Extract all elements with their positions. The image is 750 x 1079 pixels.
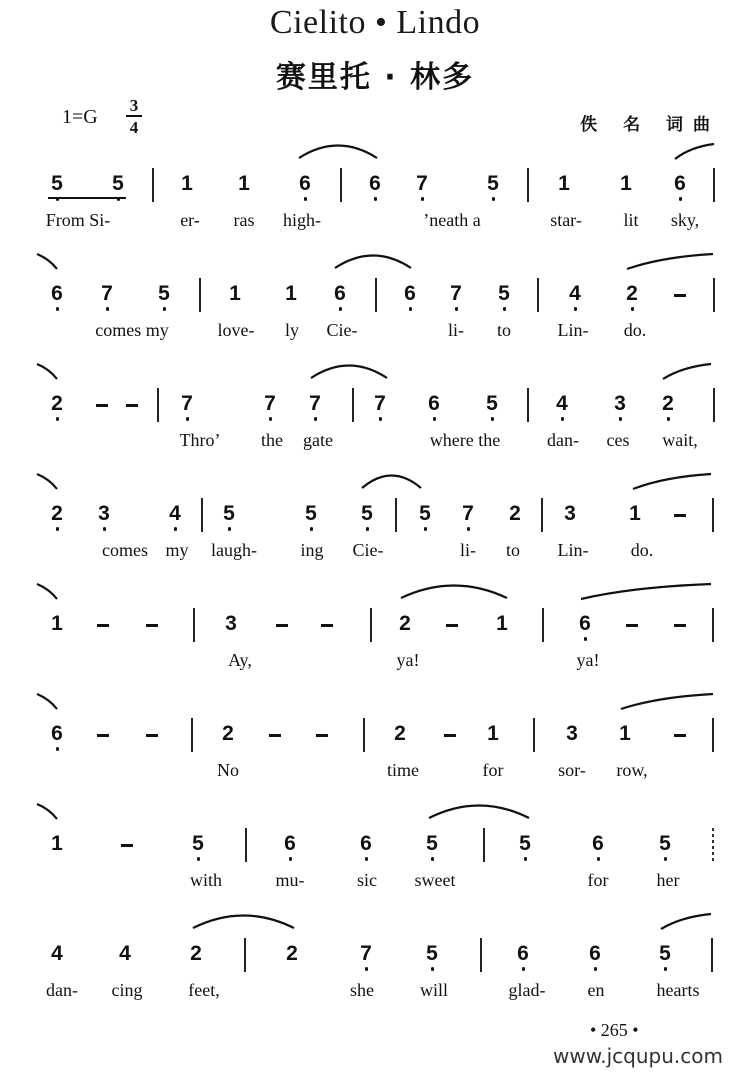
note: 4 <box>119 942 131 965</box>
note: 7 <box>177 392 197 416</box>
barline <box>541 498 543 532</box>
lyric-syllable: high- <box>283 210 321 230</box>
barline <box>527 168 529 202</box>
note: 2 <box>622 282 642 306</box>
note: 1 <box>181 172 193 195</box>
note: 3 <box>610 392 630 416</box>
slur-mark <box>298 141 378 163</box>
time-signature-top: 3 <box>129 96 139 115</box>
slur-mark <box>626 251 714 273</box>
sustain-dash <box>97 734 109 737</box>
sustain-dash <box>626 624 638 627</box>
lyric-syllable: with <box>189 870 223 890</box>
lyric-syllable: ing <box>300 540 324 560</box>
slur-mark <box>36 691 58 713</box>
score-row <box>0 832 750 955</box>
note: 3 <box>564 502 576 525</box>
lyric-syllable: en <box>587 980 605 1000</box>
note: 5 <box>483 172 503 196</box>
note: 6 <box>585 942 605 966</box>
lyric-syllable: the <box>261 430 283 450</box>
note: 1 <box>558 172 570 195</box>
note: 2 <box>47 392 67 416</box>
barline <box>483 828 485 862</box>
note: 7 <box>356 942 376 966</box>
song-title-chinese: 赛里托 · 林多 <box>275 60 475 95</box>
note: 2 <box>190 942 202 965</box>
note: 3 <box>94 502 114 526</box>
lyric-syllable: ’neath a <box>423 210 481 230</box>
barline <box>713 168 715 202</box>
note: 6 <box>670 172 690 196</box>
barline <box>712 828 714 862</box>
note: 5 <box>108 172 128 196</box>
note: 1 <box>620 172 632 195</box>
barline <box>244 938 246 972</box>
slur-mark <box>674 141 715 163</box>
note: 5 <box>494 282 514 306</box>
note: 1 <box>51 832 63 855</box>
note: 5 <box>154 282 174 306</box>
lyric-syllable: will <box>419 980 449 1000</box>
lyric-syllable: li- <box>460 540 476 560</box>
lyric-syllable: ly <box>284 320 300 340</box>
composer-credit: 佚 名 词曲 <box>580 115 720 135</box>
sustain-dash <box>674 734 686 737</box>
slur-mark <box>361 471 422 493</box>
slur-mark <box>36 471 58 493</box>
note: 5 <box>188 832 208 856</box>
lyric-syllable: hearts <box>656 980 700 1000</box>
score-row <box>0 282 750 405</box>
lyric-syllable: li- <box>448 320 464 340</box>
barline <box>201 498 203 532</box>
sustain-dash <box>269 734 281 737</box>
lyric-syllable: lit <box>623 210 639 230</box>
note: 2 <box>399 612 411 635</box>
barline <box>375 278 377 312</box>
slur-mark <box>310 361 388 383</box>
note: 6 <box>356 832 376 856</box>
note: 5 <box>482 392 502 416</box>
lyric-syllable: do. <box>623 320 647 340</box>
lyric-syllable: comes my <box>95 320 169 340</box>
note: 7 <box>97 282 117 306</box>
note: 5 <box>415 502 435 526</box>
note: 1 <box>229 282 241 305</box>
barline <box>480 938 482 972</box>
lyric-syllable: gate <box>303 430 333 450</box>
song-title-english: Cielito • Lindo <box>269 4 481 41</box>
sustain-dash <box>146 734 158 737</box>
lyric-syllable: time <box>387 760 419 780</box>
note: 5 <box>422 832 442 856</box>
watermark-url: www.jcqupu.com <box>553 1044 723 1068</box>
note: 1 <box>496 612 508 635</box>
barline <box>542 608 544 642</box>
slur-mark <box>620 691 714 713</box>
slur-mark <box>36 801 58 823</box>
lyric-syllable: to <box>496 320 512 340</box>
barline <box>712 718 714 752</box>
lyric-syllable: she <box>350 980 374 1000</box>
slur-mark <box>580 581 712 603</box>
lyric-syllable: comes <box>102 540 148 560</box>
lyric-syllable: Cie- <box>326 320 358 340</box>
lyric-syllable: ya! <box>576 650 600 670</box>
slur-mark <box>660 911 712 933</box>
lyric-syllable: ces <box>606 430 630 450</box>
lyric-syllable: dan- <box>46 980 78 1000</box>
barline <box>199 278 201 312</box>
lyric-syllable: From Si- <box>45 210 111 230</box>
slur-mark <box>632 471 712 493</box>
lyric-syllable: sweet <box>414 870 456 890</box>
lyric-syllable: sic <box>357 870 377 890</box>
lyric-syllable: Thro’ <box>179 430 221 450</box>
sustain-dash <box>444 734 456 737</box>
score-row <box>0 612 750 735</box>
lyric-syllable: where the <box>429 430 501 450</box>
note: 4 <box>165 502 185 526</box>
note: 1 <box>285 282 297 305</box>
lyric-syllable: Lin- <box>557 540 589 560</box>
barline <box>193 608 195 642</box>
note: 6 <box>575 612 595 636</box>
note: 6 <box>588 832 608 856</box>
lyric-syllable: glad- <box>508 980 546 1000</box>
note: 7 <box>305 392 325 416</box>
note: 3 <box>566 722 578 745</box>
lyric-syllable: love- <box>217 320 255 340</box>
sustain-dash <box>674 624 686 627</box>
lyric-syllable: cing <box>111 980 143 1000</box>
note: 1 <box>619 722 631 745</box>
lyric-syllable: for <box>587 870 609 890</box>
sustain-dash <box>146 624 158 627</box>
sustain-dash <box>321 624 333 627</box>
barline <box>245 828 247 862</box>
lyric-syllable: Cie- <box>352 540 384 560</box>
score-row <box>0 392 750 515</box>
note: 5 <box>47 172 67 196</box>
barline <box>713 388 715 422</box>
note: 4 <box>51 942 63 965</box>
lyric-syllable: sky, <box>670 210 700 230</box>
sustain-dash <box>276 624 288 627</box>
note: 1 <box>629 502 641 525</box>
note: 6 <box>280 832 300 856</box>
lyric-syllable: No <box>217 760 239 780</box>
sustain-dash <box>446 624 458 627</box>
note: 5 <box>422 942 442 966</box>
note: 6 <box>424 392 444 416</box>
note: 5 <box>655 832 675 856</box>
note: 3 <box>225 612 237 635</box>
barline <box>533 718 535 752</box>
note: 1 <box>238 172 250 195</box>
barline <box>395 498 397 532</box>
eighth-underline <box>48 197 126 199</box>
barline <box>527 388 529 422</box>
note: 5 <box>515 832 535 856</box>
barline <box>370 608 372 642</box>
note: 5 <box>655 942 675 966</box>
lyric-syllable: for <box>482 760 504 780</box>
note: 2 <box>394 722 406 745</box>
barline <box>537 278 539 312</box>
time-signature <box>126 97 142 136</box>
slur-mark <box>36 251 58 273</box>
barline <box>152 168 154 202</box>
barline <box>711 938 713 972</box>
note: 2 <box>658 392 678 416</box>
slur-mark <box>36 361 58 383</box>
note: 1 <box>51 612 63 635</box>
lyric-syllable: laugh- <box>211 540 257 560</box>
lyric-syllable: ras <box>233 210 255 230</box>
barline <box>713 278 715 312</box>
note: 5 <box>219 502 239 526</box>
note: 7 <box>458 502 478 526</box>
page-number: • 265 • <box>590 1020 639 1040</box>
slur-mark <box>428 801 530 823</box>
sustain-dash <box>97 624 109 627</box>
score-row <box>0 502 750 625</box>
note: 7 <box>260 392 280 416</box>
barline <box>352 388 354 422</box>
note: 2 <box>47 502 67 526</box>
barline <box>157 388 159 422</box>
note: 1 <box>487 722 499 745</box>
lyric-syllable: Lin- <box>557 320 589 340</box>
lyric-syllable: er- <box>180 210 200 230</box>
lyric-syllable: Ay, <box>228 650 252 670</box>
slur-mark <box>36 581 58 603</box>
barline <box>363 718 365 752</box>
lyric-syllable: sor- <box>558 760 586 780</box>
lyric-syllable: her <box>656 870 680 890</box>
note: 6 <box>365 172 385 196</box>
note: 2 <box>509 502 521 525</box>
note: 4 <box>552 392 572 416</box>
note: 2 <box>286 942 298 965</box>
lyric-syllable: mu- <box>275 870 305 890</box>
note: 5 <box>301 502 321 526</box>
note: 7 <box>412 172 432 196</box>
note: 2 <box>222 722 234 745</box>
barline <box>191 718 193 752</box>
slur-mark <box>400 581 508 603</box>
note: 7 <box>446 282 466 306</box>
lyric-syllable: my <box>165 540 189 560</box>
sustain-dash <box>674 294 686 297</box>
note: 6 <box>513 942 533 966</box>
lyric-syllable: row, <box>616 760 648 780</box>
barline <box>340 168 342 202</box>
lyric-syllable: dan- <box>547 430 579 450</box>
note: 6 <box>400 282 420 306</box>
lyric-syllable: do. <box>630 540 654 560</box>
note: 6 <box>47 282 67 306</box>
slur-mark <box>662 361 712 383</box>
sustain-dash <box>121 844 133 847</box>
lyric-syllable: ya! <box>396 650 420 670</box>
sustain-dash <box>316 734 328 737</box>
note: 6 <box>295 172 315 196</box>
slur-mark <box>334 251 412 273</box>
lyric-syllable: star- <box>550 210 582 230</box>
lyric-syllable: feet, <box>188 980 220 1000</box>
barline <box>712 498 714 532</box>
slur-mark <box>192 911 295 933</box>
lyric-syllable: to <box>505 540 521 560</box>
time-signature-bottom: 4 <box>129 117 139 137</box>
note: 6 <box>330 282 350 306</box>
score-row <box>0 722 750 845</box>
sustain-dash <box>126 404 138 407</box>
note: 5 <box>357 502 377 526</box>
sustain-dash <box>96 404 108 407</box>
sustain-dash <box>674 514 686 517</box>
lyric-syllable: wait, <box>662 430 698 450</box>
note: 6 <box>47 722 67 746</box>
barline <box>712 608 714 642</box>
note: 4 <box>565 282 585 306</box>
note: 7 <box>370 392 390 416</box>
key-signature: 1=G <box>62 106 98 128</box>
